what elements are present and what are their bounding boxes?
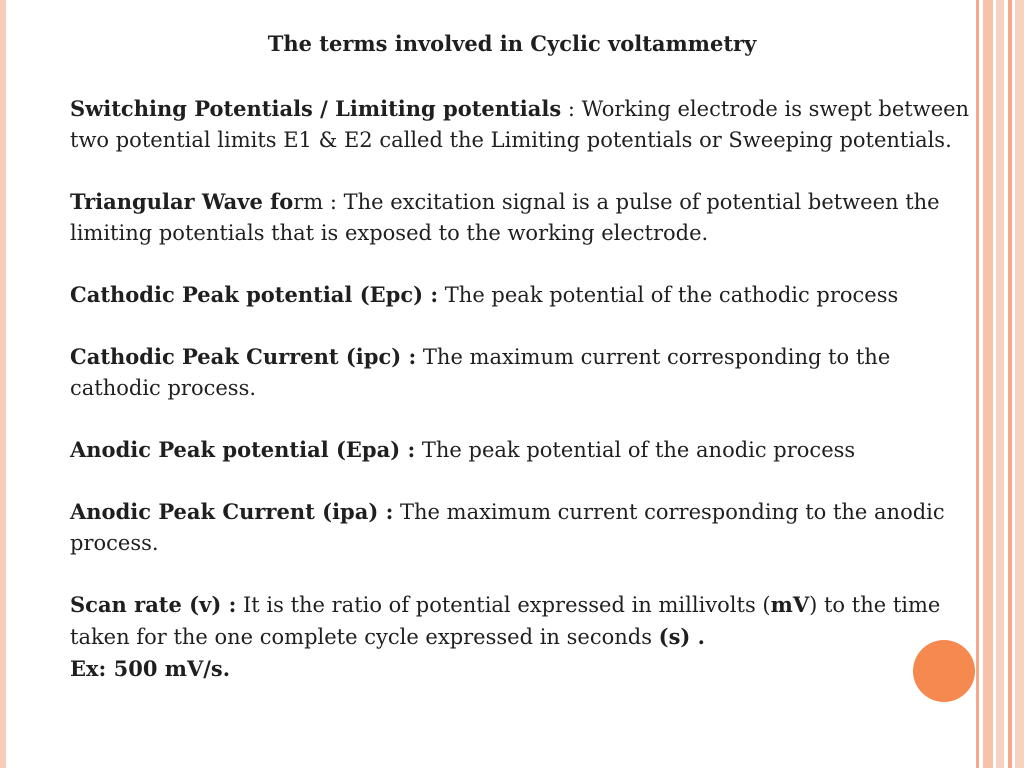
left-border-decoration bbox=[0, 0, 6, 768]
definition-paragraph bbox=[70, 93, 980, 156]
definition-text: The peak potential of the anodic process bbox=[415, 438, 856, 462]
definition-term: Anodic Peak Current (ipa) : bbox=[70, 499, 394, 524]
unit-mv: mV bbox=[770, 592, 810, 617]
definition-text: The maximum current corresponding to the cathodic process. bbox=[70, 345, 891, 400]
slide-title bbox=[0, 31, 1024, 56]
definition-text: rm : The excitation signal is a pulse of potential between the limiting potentials that is exposed to the working electrode. bbox=[70, 190, 940, 245]
definition-text: The maximum current corresponding to the anodic process. bbox=[70, 500, 945, 555]
definition-text: : Working electrode is swept between two potential limits E1 & E2 called the Limiting potentials or Sweeping potentials. bbox=[70, 97, 970, 152]
unit-seconds: (s) . bbox=[658, 624, 705, 649]
definition-paragraph bbox=[70, 496, 980, 559]
definition-text: It is the ratio of potential expressed in millivolts ( bbox=[236, 593, 771, 617]
definition-paragraph bbox=[70, 341, 980, 404]
border-stripe bbox=[1008, 0, 1012, 768]
definition-paragraph bbox=[70, 186, 980, 249]
slide-title-text: The terms involved in Cyclic voltammetry bbox=[267, 31, 757, 56]
definition-term: Scan rate (v) : bbox=[70, 592, 237, 617]
slide-body bbox=[70, 93, 980, 685]
definition-paragraph bbox=[70, 279, 980, 311]
definition-term: Switching Potentials / Limiting potentials bbox=[70, 96, 562, 121]
definition-term: Cathodic Peak potential (Epc) : bbox=[70, 282, 439, 307]
border-stripe bbox=[996, 0, 1004, 768]
definition-term: Triangular Wave fo bbox=[70, 189, 294, 214]
border-stripe bbox=[1015, 0, 1024, 768]
definition-term: Cathodic Peak Current (ipc) : bbox=[70, 344, 417, 369]
border-stripe bbox=[983, 0, 993, 768]
orange-circle-decoration bbox=[913, 640, 975, 702]
definition-text: ) to the time taken for the one complete cycle expressed in seconds bbox=[70, 593, 941, 649]
definition-paragraph bbox=[70, 434, 980, 466]
definition-term: Anodic Peak potential (Epa) : bbox=[70, 437, 416, 462]
scan-rate-example: Ex: 500 mV/s. bbox=[70, 656, 231, 681]
definition-text: The peak potential of the cathodic process bbox=[438, 283, 899, 307]
scan-rate-paragraph bbox=[70, 589, 980, 685]
